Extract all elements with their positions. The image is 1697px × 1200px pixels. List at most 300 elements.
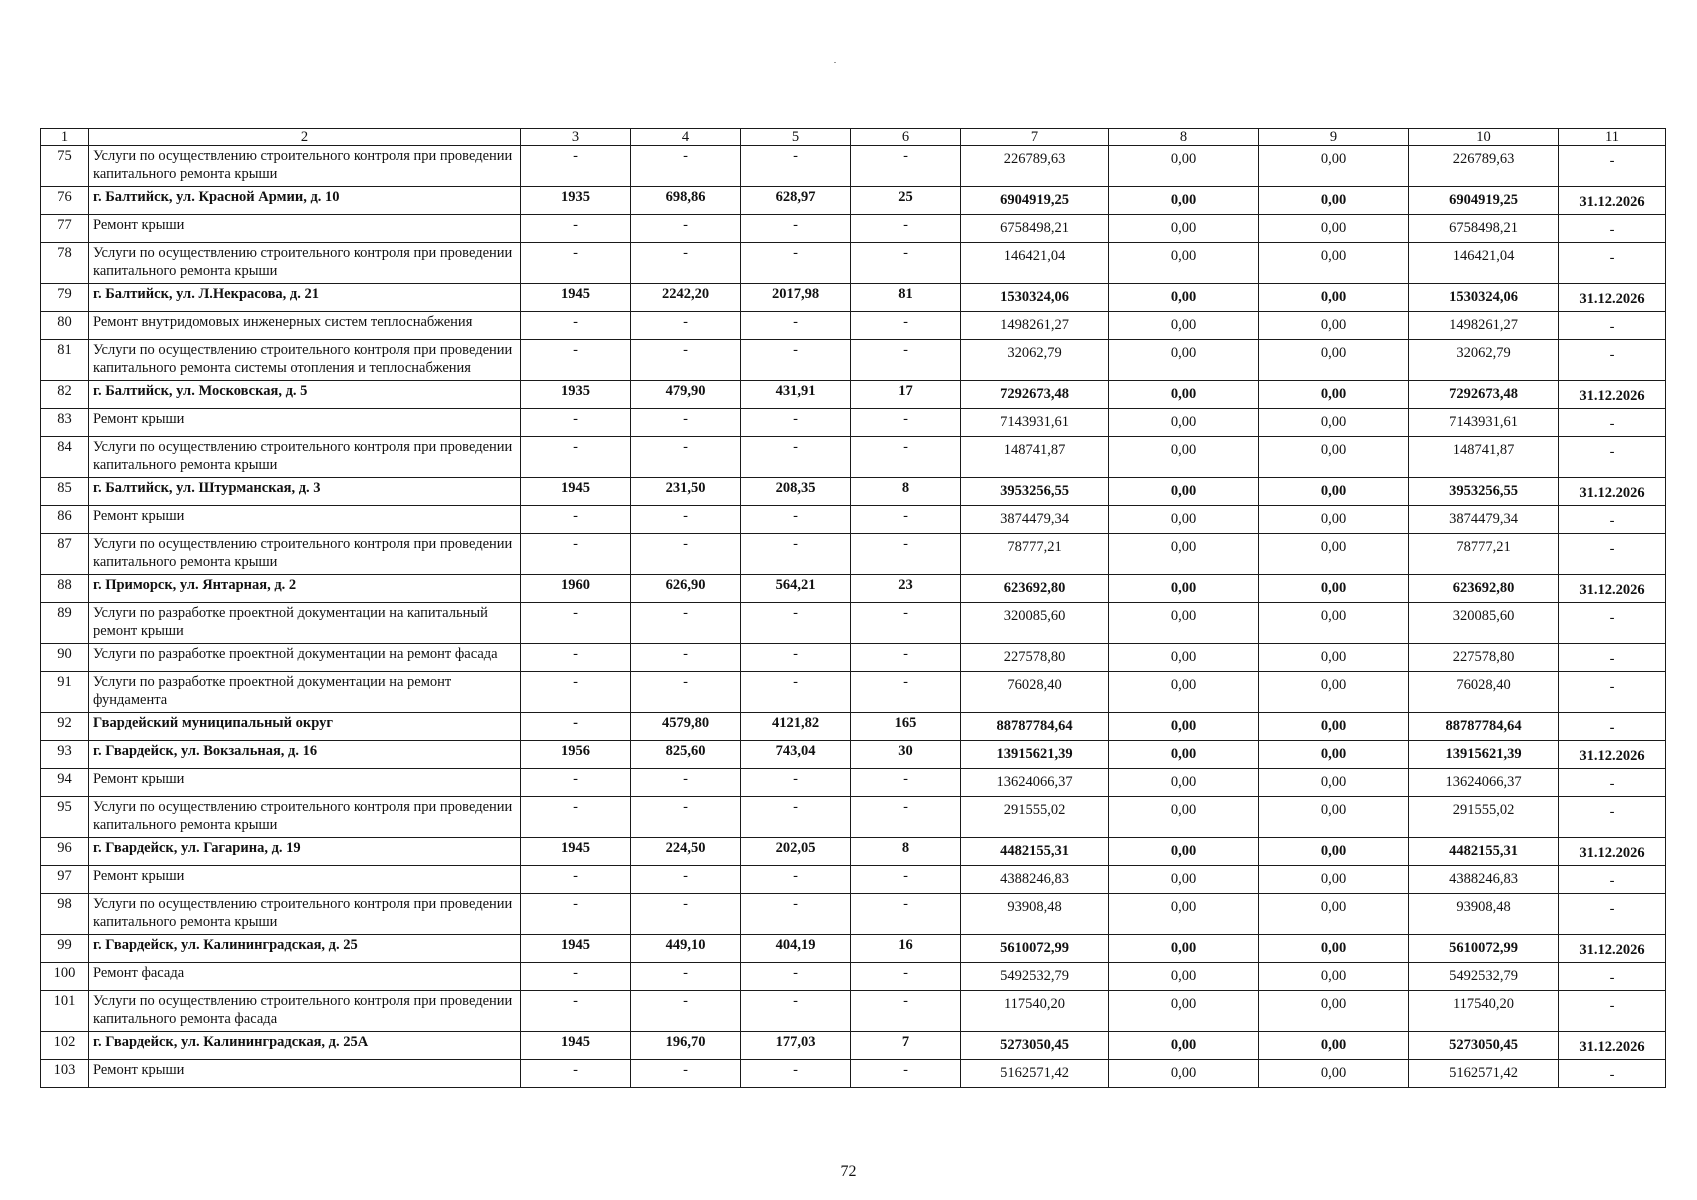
cell-col8: 0,00: [1109, 478, 1259, 506]
cell-col6: -: [851, 644, 961, 672]
cell-col3: -: [521, 146, 631, 187]
cell-col4: 2242,20: [631, 284, 741, 312]
cell-col7: 146421,04: [961, 243, 1109, 284]
cell-col9: 0,00: [1259, 672, 1409, 713]
cell-col4: -: [631, 534, 741, 575]
cell-col10: 320085,60: [1409, 603, 1559, 644]
row-number: 102: [41, 1032, 89, 1060]
cell-col3: -: [521, 963, 631, 991]
cell-col8: 0,00: [1109, 935, 1259, 963]
cell-col5: -: [741, 644, 851, 672]
work-row: [41, 243, 1666, 284]
cell-col9: 0,00: [1259, 866, 1409, 894]
work-name: Гвардейский муниципальный округ: [89, 713, 521, 741]
cell-col5: -: [741, 769, 851, 797]
cell-col4: -: [631, 1060, 741, 1088]
cell-col7: 93908,48: [961, 894, 1109, 935]
header-cell: 4: [631, 129, 741, 146]
cell-col10: 4482155,31: [1409, 838, 1559, 866]
cell-col7: 5162571,42: [961, 1060, 1109, 1088]
row-number: 82: [41, 381, 89, 409]
work-row: [41, 644, 1666, 672]
row-number: 97: [41, 866, 89, 894]
work-row: [41, 603, 1666, 644]
cell-col6: -: [851, 534, 961, 575]
address-row: [41, 187, 1666, 215]
cell-col10: 623692,80: [1409, 575, 1559, 603]
cell-col5: 564,21: [741, 575, 851, 603]
cell-col9: 0,00: [1259, 769, 1409, 797]
cell-col8: 0,00: [1109, 146, 1259, 187]
table-body: [41, 129, 1666, 1088]
cell-col10: 117540,20: [1409, 991, 1559, 1032]
cell-col8: 0,00: [1109, 769, 1259, 797]
row-number: 88: [41, 575, 89, 603]
cell-col5: 628,97: [741, 187, 851, 215]
work-name: г. Гвардейск, ул. Гагарина, д. 19: [89, 838, 521, 866]
cell-col9: 0,00: [1259, 575, 1409, 603]
cell-col6: 16: [851, 935, 961, 963]
cell-col11: -: [1559, 713, 1666, 741]
cell-col8: 0,00: [1109, 894, 1259, 935]
cell-col8: 0,00: [1109, 1032, 1259, 1060]
cell-col5: 4121,82: [741, 713, 851, 741]
cell-col5: 404,19: [741, 935, 851, 963]
row-number: 83: [41, 409, 89, 437]
cell-col9: 0,00: [1259, 797, 1409, 838]
cell-col10: 13915621,39: [1409, 741, 1559, 769]
cell-col10: 7292673,48: [1409, 381, 1559, 409]
cell-col8: 0,00: [1109, 1060, 1259, 1088]
header-cell: 7: [961, 129, 1109, 146]
cell-col8: 0,00: [1109, 797, 1259, 838]
cell-col5: -: [741, 963, 851, 991]
row-number: 76: [41, 187, 89, 215]
header-cell: 9: [1259, 129, 1409, 146]
cell-col4: -: [631, 146, 741, 187]
cell-col3: -: [521, 409, 631, 437]
address-row: [41, 381, 1666, 409]
cell-col10: 5273050,45: [1409, 1032, 1559, 1060]
cell-col10: 1530324,06: [1409, 284, 1559, 312]
cell-col4: -: [631, 437, 741, 478]
cell-col3: -: [521, 769, 631, 797]
cell-col5: 2017,98: [741, 284, 851, 312]
work-row: [41, 534, 1666, 575]
cell-col3: -: [521, 866, 631, 894]
row-number: 81: [41, 340, 89, 381]
work-name: г. Приморск, ул. Янтарная, д. 2: [89, 575, 521, 603]
cell-col7: 4388246,83: [961, 866, 1109, 894]
cell-col6: -: [851, 991, 961, 1032]
work-name: Ремонт крыши: [89, 866, 521, 894]
cell-col3: -: [521, 312, 631, 340]
cell-col9: 0,00: [1259, 963, 1409, 991]
cell-col7: 5273050,45: [961, 1032, 1109, 1060]
work-name: Услуги по разработке проектной документации на ремонт фундамента: [89, 672, 521, 713]
work-name: г. Балтийск, ул. Красной Армии, д. 10: [89, 187, 521, 215]
cell-col4: -: [631, 243, 741, 284]
work-name: Услуги по осуществлению строительного контроля при проведении капитального ремонта фасада: [89, 991, 521, 1032]
cell-col9: 0,00: [1259, 935, 1409, 963]
cell-col3: -: [521, 603, 631, 644]
work-row: [41, 866, 1666, 894]
cell-col6: -: [851, 672, 961, 713]
cell-col7: 3874479,34: [961, 506, 1109, 534]
cell-col3: -: [521, 1060, 631, 1088]
cell-col3: -: [521, 437, 631, 478]
cell-col9: 0,00: [1259, 534, 1409, 575]
cell-col11: -: [1559, 1060, 1666, 1088]
cell-col3: 1956: [521, 741, 631, 769]
cell-col8: 0,00: [1109, 534, 1259, 575]
row-number: 79: [41, 284, 89, 312]
cell-col8: 0,00: [1109, 312, 1259, 340]
cell-col4: -: [631, 644, 741, 672]
cell-col11: -: [1559, 534, 1666, 575]
header-cell: 11: [1559, 129, 1666, 146]
cell-col4: 626,90: [631, 575, 741, 603]
cell-col11: -: [1559, 146, 1666, 187]
cell-col5: 208,35: [741, 478, 851, 506]
cell-col3: 1935: [521, 187, 631, 215]
cell-col9: 0,00: [1259, 478, 1409, 506]
cell-col9: 0,00: [1259, 381, 1409, 409]
cell-col11: -: [1559, 963, 1666, 991]
cell-col6: -: [851, 1060, 961, 1088]
cell-col4: -: [631, 603, 741, 644]
work-name: Услуги по осуществлению строительного контроля при проведении капитального ремонта крыши: [89, 146, 521, 187]
address-row: [41, 713, 1666, 741]
cell-col9: 0,00: [1259, 894, 1409, 935]
cell-col6: -: [851, 215, 961, 243]
cell-col3: 1960: [521, 575, 631, 603]
cell-col11: -: [1559, 437, 1666, 478]
work-name: г. Гвардейск, ул. Вокзальная, д. 16: [89, 741, 521, 769]
cell-col6: 8: [851, 838, 961, 866]
cell-col6: -: [851, 506, 961, 534]
cell-col9: 0,00: [1259, 991, 1409, 1032]
address-row: [41, 1032, 1666, 1060]
cell-col10: 3874479,34: [1409, 506, 1559, 534]
cell-col6: -: [851, 963, 961, 991]
work-name: Услуги по осуществлению строительного контроля при проведении капитального ремонта крыши: [89, 534, 521, 575]
work-name: Услуги по осуществлению строительного контроля при проведении капитального ремонта крыши: [89, 797, 521, 838]
row-number: 103: [41, 1060, 89, 1088]
cell-col9: 0,00: [1259, 644, 1409, 672]
cell-col5: -: [741, 534, 851, 575]
cell-col11: -: [1559, 340, 1666, 381]
header-cell: 1: [41, 129, 89, 146]
cell-col7: 1498261,27: [961, 312, 1109, 340]
cell-col3: -: [521, 340, 631, 381]
cell-col7: 227578,80: [961, 644, 1109, 672]
cell-col5: 743,04: [741, 741, 851, 769]
cell-col3: -: [521, 215, 631, 243]
cell-col6: -: [851, 340, 961, 381]
cell-col4: 231,50: [631, 478, 741, 506]
cell-col7: 13624066,37: [961, 769, 1109, 797]
cell-col10: 226789,63: [1409, 146, 1559, 187]
row-number: 86: [41, 506, 89, 534]
cell-col5: 431,91: [741, 381, 851, 409]
address-row: [41, 935, 1666, 963]
cell-col4: 825,60: [631, 741, 741, 769]
work-row: [41, 437, 1666, 478]
cell-col11: 31.12.2026: [1559, 478, 1666, 506]
header-cell: 10: [1409, 129, 1559, 146]
cell-col3: -: [521, 713, 631, 741]
cell-col4: -: [631, 215, 741, 243]
work-row: [41, 797, 1666, 838]
address-row: [41, 478, 1666, 506]
cell-col3: -: [521, 672, 631, 713]
cell-col6: -: [851, 866, 961, 894]
cell-col7: 117540,20: [961, 991, 1109, 1032]
work-name: г. Балтийск, ул. Московская, д. 5: [89, 381, 521, 409]
cell-col4: 479,90: [631, 381, 741, 409]
cell-col6: 23: [851, 575, 961, 603]
row-number: 100: [41, 963, 89, 991]
cell-col11: -: [1559, 243, 1666, 284]
cell-col4: -: [631, 312, 741, 340]
cell-col4: 224,50: [631, 838, 741, 866]
work-row: [41, 769, 1666, 797]
cell-col11: -: [1559, 312, 1666, 340]
cell-col4: 698,86: [631, 187, 741, 215]
cell-col7: 5610072,99: [961, 935, 1109, 963]
work-row: [41, 146, 1666, 187]
cell-col8: 0,00: [1109, 575, 1259, 603]
row-number: 87: [41, 534, 89, 575]
cell-col6: 30: [851, 741, 961, 769]
cell-col6: 165: [851, 713, 961, 741]
row-number: 75: [41, 146, 89, 187]
cell-col4: -: [631, 991, 741, 1032]
cell-col11: -: [1559, 215, 1666, 243]
work-name: Ремонт крыши: [89, 769, 521, 797]
cell-col8: 0,00: [1109, 644, 1259, 672]
cell-col9: 0,00: [1259, 1060, 1409, 1088]
address-row: [41, 575, 1666, 603]
cell-col3: -: [521, 644, 631, 672]
cell-col11: -: [1559, 991, 1666, 1032]
cell-col3: -: [521, 243, 631, 284]
cell-col9: 0,00: [1259, 741, 1409, 769]
cell-col4: -: [631, 340, 741, 381]
row-number: 90: [41, 644, 89, 672]
cell-col5: -: [741, 672, 851, 713]
cell-col8: 0,00: [1109, 409, 1259, 437]
cell-col10: 78777,21: [1409, 534, 1559, 575]
scan-speck: [834, 62, 836, 63]
work-name: Ремонт крыши: [89, 1060, 521, 1088]
cell-col10: 76028,40: [1409, 672, 1559, 713]
cell-col4: -: [631, 409, 741, 437]
cell-col11: 31.12.2026: [1559, 935, 1666, 963]
cell-col7: 1530324,06: [961, 284, 1109, 312]
cell-col9: 0,00: [1259, 340, 1409, 381]
cell-col8: 0,00: [1109, 991, 1259, 1032]
cell-col3: -: [521, 991, 631, 1032]
cell-col6: -: [851, 312, 961, 340]
work-row: [41, 506, 1666, 534]
row-number: 101: [41, 991, 89, 1032]
cell-col7: 320085,60: [961, 603, 1109, 644]
work-row: [41, 894, 1666, 935]
cell-col11: 31.12.2026: [1559, 1032, 1666, 1060]
cell-col3: -: [521, 506, 631, 534]
cell-col9: 0,00: [1259, 506, 1409, 534]
cell-col11: 31.12.2026: [1559, 575, 1666, 603]
cell-col6: 7: [851, 1032, 961, 1060]
cell-col10: 3953256,55: [1409, 478, 1559, 506]
cell-col3: 1945: [521, 1032, 631, 1060]
cell-col10: 4388246,83: [1409, 866, 1559, 894]
cell-col9: 0,00: [1259, 1032, 1409, 1060]
cell-col7: 7292673,48: [961, 381, 1109, 409]
cell-col9: 0,00: [1259, 243, 1409, 284]
cell-col7: 4482155,31: [961, 838, 1109, 866]
header-cell: 8: [1109, 129, 1259, 146]
header-cell: 3: [521, 129, 631, 146]
cell-col11: -: [1559, 769, 1666, 797]
cell-col9: 0,00: [1259, 713, 1409, 741]
cell-col10: 13624066,37: [1409, 769, 1559, 797]
cell-col9: 0,00: [1259, 312, 1409, 340]
cell-col11: 31.12.2026: [1559, 381, 1666, 409]
cell-col8: 0,00: [1109, 963, 1259, 991]
cell-col10: 6758498,21: [1409, 215, 1559, 243]
work-name: г. Балтийск, ул. Штурманская, д. 3: [89, 478, 521, 506]
cell-col11: 31.12.2026: [1559, 187, 1666, 215]
cell-col3: 1945: [521, 838, 631, 866]
cell-col10: 93908,48: [1409, 894, 1559, 935]
cell-col7: 291555,02: [961, 797, 1109, 838]
cell-col4: -: [631, 506, 741, 534]
cell-col11: -: [1559, 672, 1666, 713]
cell-col6: -: [851, 797, 961, 838]
cell-col4: 4579,80: [631, 713, 741, 741]
cell-col5: -: [741, 894, 851, 935]
cell-col7: 148741,87: [961, 437, 1109, 478]
cell-col11: -: [1559, 506, 1666, 534]
cell-col10: 227578,80: [1409, 644, 1559, 672]
cell-col11: -: [1559, 866, 1666, 894]
cell-col4: 196,70: [631, 1032, 741, 1060]
work-name: Услуги по осуществлению строительного контроля при проведении капитального ремонта крыши: [89, 243, 521, 284]
cell-col10: 291555,02: [1409, 797, 1559, 838]
cell-col8: 0,00: [1109, 672, 1259, 713]
cell-col9: 0,00: [1259, 603, 1409, 644]
cell-col6: -: [851, 894, 961, 935]
cell-col3: -: [521, 894, 631, 935]
cell-col6: -: [851, 243, 961, 284]
row-number: 92: [41, 713, 89, 741]
cell-col10: 32062,79: [1409, 340, 1559, 381]
work-name: Услуги по разработке проектной документации на ремонт фасада: [89, 644, 521, 672]
cell-col10: 5610072,99: [1409, 935, 1559, 963]
cell-col8: 0,00: [1109, 340, 1259, 381]
work-name: Услуги по осуществлению строительного контроля при проведении капитального ремонта крыши: [89, 437, 521, 478]
work-name: Ремонт внутридомовых инженерных систем теплоснабжения: [89, 312, 521, 340]
cell-col6: 25: [851, 187, 961, 215]
cell-col9: 0,00: [1259, 409, 1409, 437]
cell-col10: 1498261,27: [1409, 312, 1559, 340]
row-number: 91: [41, 672, 89, 713]
row-number: 98: [41, 894, 89, 935]
cell-col10: 88787784,64: [1409, 713, 1559, 741]
cell-col6: 8: [851, 478, 961, 506]
cell-col11: -: [1559, 603, 1666, 644]
cell-col7: 76028,40: [961, 672, 1109, 713]
work-row: [41, 963, 1666, 991]
row-number: 99: [41, 935, 89, 963]
cell-col7: 32062,79: [961, 340, 1109, 381]
cell-col5: 177,03: [741, 1032, 851, 1060]
cell-col8: 0,00: [1109, 713, 1259, 741]
work-row: [41, 1060, 1666, 1088]
cell-col7: 78777,21: [961, 534, 1109, 575]
cell-col8: 0,00: [1109, 381, 1259, 409]
cell-col11: 31.12.2026: [1559, 838, 1666, 866]
cell-col3: 1945: [521, 284, 631, 312]
cell-col7: 13915621,39: [961, 741, 1109, 769]
cell-col3: -: [521, 797, 631, 838]
cell-col8: 0,00: [1109, 243, 1259, 284]
row-number: 96: [41, 838, 89, 866]
cell-col8: 0,00: [1109, 866, 1259, 894]
cell-col4: -: [631, 672, 741, 713]
cell-col6: 81: [851, 284, 961, 312]
cell-col10: 7143931,61: [1409, 409, 1559, 437]
cell-col6: -: [851, 769, 961, 797]
cell-col8: 0,00: [1109, 603, 1259, 644]
address-row: [41, 284, 1666, 312]
cell-col7: 88787784,64: [961, 713, 1109, 741]
cell-col4: -: [631, 894, 741, 935]
cell-col3: 1945: [521, 478, 631, 506]
cell-col5: -: [741, 603, 851, 644]
address-row: [41, 741, 1666, 769]
cell-col5: -: [741, 437, 851, 478]
cell-col11: -: [1559, 409, 1666, 437]
cell-col10: 6904919,25: [1409, 187, 1559, 215]
row-number: 85: [41, 478, 89, 506]
cell-col5: -: [741, 506, 851, 534]
row-number: 94: [41, 769, 89, 797]
cell-col11: 31.12.2026: [1559, 741, 1666, 769]
row-number: 89: [41, 603, 89, 644]
cell-col6: 17: [851, 381, 961, 409]
work-row: [41, 312, 1666, 340]
cell-col3: -: [521, 534, 631, 575]
cell-col5: -: [741, 340, 851, 381]
cell-col10: 5162571,42: [1409, 1060, 1559, 1088]
cell-col10: 5492532,79: [1409, 963, 1559, 991]
cell-col8: 0,00: [1109, 284, 1259, 312]
work-row: [41, 215, 1666, 243]
cell-col6: -: [851, 146, 961, 187]
work-row: [41, 991, 1666, 1032]
header-cell: 6: [851, 129, 961, 146]
cell-col10: 146421,04: [1409, 243, 1559, 284]
cell-col4: -: [631, 963, 741, 991]
cell-col7: 623692,80: [961, 575, 1109, 603]
work-name: Услуги по разработке проектной документации на капитальный ремонт крыши: [89, 603, 521, 644]
cell-col7: 7143931,61: [961, 409, 1109, 437]
cell-col3: 1945: [521, 935, 631, 963]
